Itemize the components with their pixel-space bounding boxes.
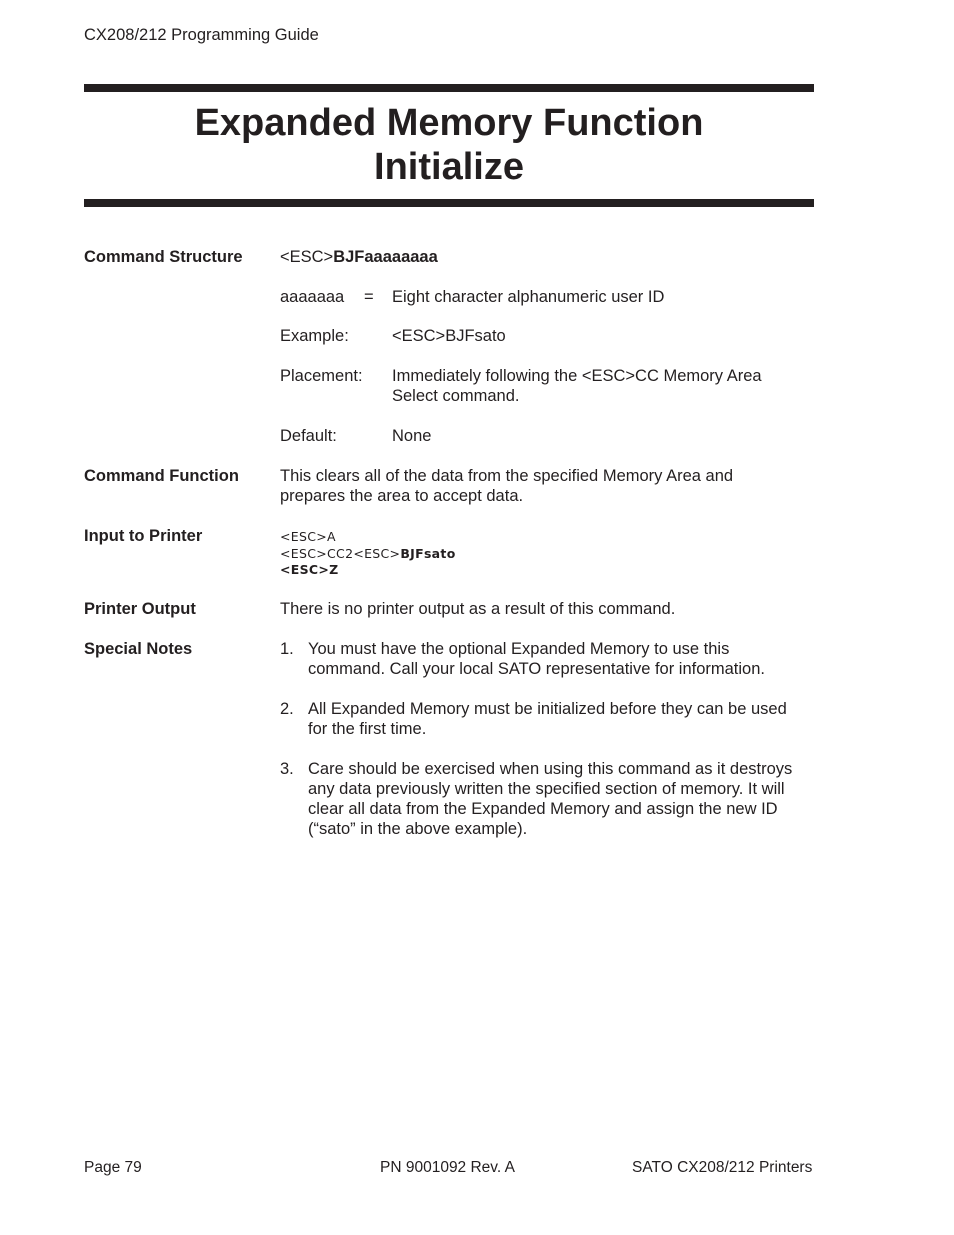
default-label: Default: xyxy=(280,427,337,445)
note-3-line: Care should be exercised when using this command as it destroys xyxy=(308,760,793,778)
code-line-3: <ESC>Z xyxy=(280,562,339,577)
printer-output-text: There is no printer output as a result of this command. xyxy=(280,600,676,618)
default-value: None xyxy=(392,427,432,445)
input-to-printer-code xyxy=(280,529,456,579)
note-2-line: All Expanded Memory must be initialized before they can be used xyxy=(308,700,787,718)
command-structure-syntax xyxy=(280,247,438,267)
placement-line-1: Immediately following the <ESC>CC Memory Area xyxy=(392,367,762,385)
note-1-line: You must have the optional Expanded Memory to use this xyxy=(308,640,730,658)
code-line-2-command: BJFsato xyxy=(400,545,456,561)
footer-page-number: Page 79 xyxy=(84,1159,142,1176)
note-3-line: any data previously written the specified section of memory. It will xyxy=(308,780,785,798)
page-title-line-1: Expanded Memory Function xyxy=(194,102,704,144)
code-line-2 xyxy=(280,546,456,563)
command-function-label: Command Function xyxy=(84,467,239,485)
running-header: CX208/212 Programming Guide xyxy=(84,26,319,44)
note-1-text xyxy=(308,639,818,679)
param-description: Eight character alphanumeric user ID xyxy=(392,288,665,306)
note-3-number: 3. xyxy=(280,760,294,778)
command-prefix: <ESC> xyxy=(280,248,334,266)
param-equals: = xyxy=(364,288,374,306)
footer-product: SATO CX208/212 Printers xyxy=(632,1159,813,1176)
note-2-text xyxy=(308,699,818,739)
note-2-number: 2. xyxy=(280,700,294,718)
example-label: Example: xyxy=(280,327,349,345)
command-structure-label: Command Structure xyxy=(84,248,243,266)
note-3-line: clear all data from the Expanded Memory and assign the new ID xyxy=(308,800,778,818)
note-1-number: 1. xyxy=(280,640,294,658)
placement-label: Placement: xyxy=(280,367,363,385)
printer-output-label: Printer Output xyxy=(84,600,196,618)
command-function-line-1: This clears all of the data from the specified Memory Area and xyxy=(280,467,734,485)
note-3-text xyxy=(308,759,818,839)
note-3-line: (“sato” in the above example). xyxy=(308,820,528,838)
input-to-printer-label: Input to Printer xyxy=(84,527,203,545)
page-title-line-2: Initialize xyxy=(374,146,524,188)
placement-value xyxy=(392,366,762,406)
note-2-line: for the first time. xyxy=(308,720,427,738)
code-line-2-prefix: <ESC>CC2<ESC> xyxy=(280,545,401,561)
command-function-text xyxy=(280,466,733,506)
example-value: <ESC>BJFsato xyxy=(392,327,506,345)
title-rule-bottom xyxy=(84,199,814,207)
special-notes-label: Special Notes xyxy=(84,640,193,658)
command-name: BJFaaaaaaaa xyxy=(333,248,438,266)
param-name: aaaaaaa xyxy=(280,288,345,306)
page-title xyxy=(84,101,814,189)
placement-line-2: Select command. xyxy=(392,387,520,405)
title-rule-top xyxy=(84,84,814,92)
footer-part-number: PN 9001092 Rev. A xyxy=(380,1159,515,1176)
note-1-line: command. Call your local SATO representative for information. xyxy=(308,660,765,678)
code-line-1: <ESC>A xyxy=(280,529,336,544)
command-function-line-2: prepares the area to accept data. xyxy=(280,487,524,505)
